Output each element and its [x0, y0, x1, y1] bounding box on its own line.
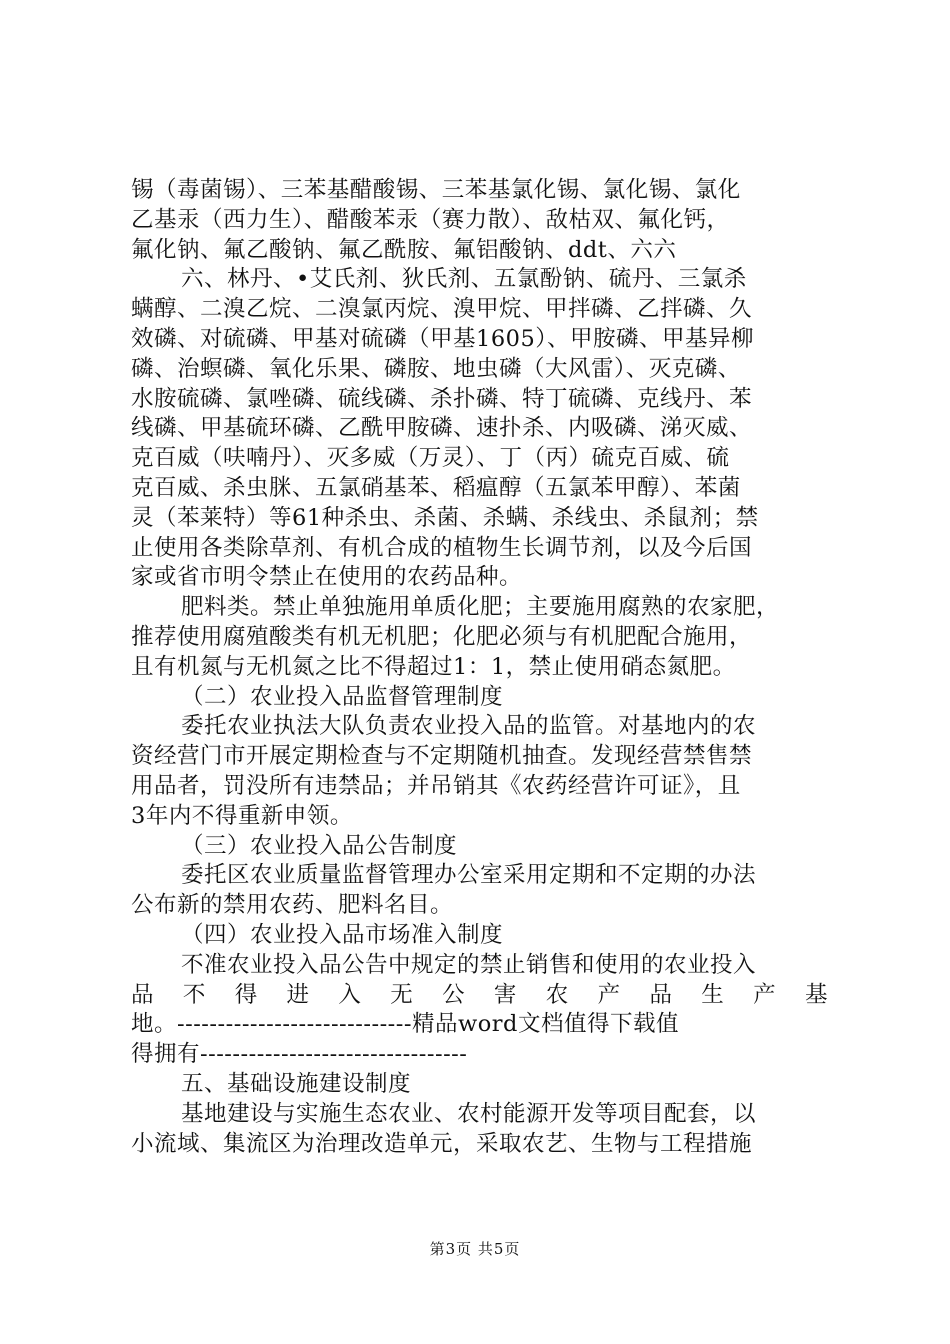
section-heading: 五、基础设施建设制度: [181, 1070, 412, 1097]
text-line: 且有机氮与无机氮之比不得超过1：1，禁止使用硝态氮肥。: [131, 653, 736, 680]
spaced-char: 生: [701, 981, 725, 1008]
text-line: 推荐使用腐殖酸类有机无机肥；化肥必须与有机肥配合施用，: [131, 623, 753, 650]
spaced-char: 得: [234, 981, 258, 1008]
spaced-char: 无: [390, 981, 414, 1008]
spaced-char: 公: [442, 981, 466, 1008]
page-footer: 第3页 共5页: [429, 1240, 521, 1258]
text-line: 地。-----------------------------精品word文档值得下载值: [131, 1011, 679, 1038]
text-line: 磷、治螟磷、氧化乐果、磷胺、地虫磷（大风雷）、灭克磷、: [131, 355, 741, 382]
text-line: 资经营门市开展定期检查与不定期随机抽查。发现经营禁售禁: [131, 743, 753, 770]
spaced-char: 品: [131, 981, 155, 1008]
paragraph-start-line: 六、林丹、•艾氏剂、狄氏剂、五氯酚钠、硫丹、三氯杀: [181, 266, 747, 293]
text-line: 水胺硫磷、氯唑磷、硫线磷、杀扑磷、特丁硫磷、克线丹、苯: [131, 385, 753, 412]
text-line: 克百威、杀虫脒、五氯硝基苯、稻瘟醇（五氯苯甲醇）、苯菌: [131, 474, 741, 501]
spaced-char: 入: [338, 981, 362, 1008]
section-heading: （三）农业投入品公告制度: [181, 832, 458, 859]
section-heading: （二）农业投入品监督管理制度: [181, 683, 504, 710]
text-line: 家或省市明令禁止在使用的农药品种。: [131, 564, 523, 591]
spaced-char: 农: [545, 981, 569, 1008]
text-line: 螨醇、二溴乙烷、二溴氯丙烷、溴甲烷、甲拌磷、乙拌磷、久: [131, 296, 753, 323]
text-line: 克百威（呋喃丹）、灭多威（万灵）、丁（丙）硫克百威、硫: [131, 445, 730, 472]
spaced-char: 品: [649, 981, 673, 1008]
spaced-char: 不: [182, 981, 206, 1008]
text-line: 用品者，罚没所有违禁品；并吊销其《农药经营许可证》，且: [131, 772, 741, 799]
spaced-char: 产: [597, 981, 621, 1008]
spaced-char: 基: [804, 981, 828, 1008]
text-line: 止使用各类除草剂、有机合成的植物生长调节剂，以及今后国: [131, 534, 753, 561]
spaced-char: 害: [493, 981, 517, 1008]
paragraph-start-line: 委托区农业质量监督管理办公室采用定期和不定期的办法: [181, 862, 757, 889]
text-line: 公布新的禁用农药、肥料名目。: [131, 892, 454, 919]
text-line: 线磷、甲基硫环磷、乙酰甲胺磷、速扑杀、内吸磷、涕灭威、: [131, 415, 753, 442]
spaced-char: 进: [286, 981, 310, 1008]
text-line: 效磷、对硫磷、甲基对硫磷（甲基1605）、甲胺磷、甲基异柳: [131, 325, 755, 352]
text-line: 灵（苯莱特）等61种杀虫、杀菌、杀螨、杀线虫、杀鼠剂；禁: [131, 504, 759, 531]
paragraph-start-line: 肥料类。禁止单独施用单质化肥；主要施用腐熟的农家肥，: [181, 594, 780, 621]
text-line: 锡（毒菌锡）、三苯基醋酸锡、三苯基氯化锡、氯化锡、氯化: [131, 177, 741, 203]
paragraph-start-line: 委托农业执法大队负责农业投入品的监管。对基地内的农: [181, 713, 757, 740]
text-line: 3年内不得重新申领。: [131, 802, 353, 829]
text-line: 得拥有---------------------------------: [131, 1041, 468, 1068]
document-body: [131, 176, 828, 1159]
text-line: 小流域、集流区为治理改造单元，采取农艺、生物与工程措施: [131, 1130, 753, 1157]
text-line: 氟化钠、氟乙酸钠、氟乙酰胺、氟铝酸钠、ddt、六六: [131, 236, 677, 263]
section-heading: （四）农业投入品市场准入制度: [181, 921, 504, 948]
spaced-char: 产: [753, 981, 777, 1008]
paragraph-start-line: 不准农业投入品公告中规定的禁止销售和使用的农业投入: [181, 951, 757, 978]
paragraph-start-line: 基地建设与实施生态农业、农村能源开发等项目配套，以: [181, 1100, 757, 1127]
text-line: 乙基汞（西力生）、醋酸苯汞（赛力散）、敌枯双、氟化钙，: [131, 206, 730, 233]
spaced-text-line: [131, 981, 828, 1011]
